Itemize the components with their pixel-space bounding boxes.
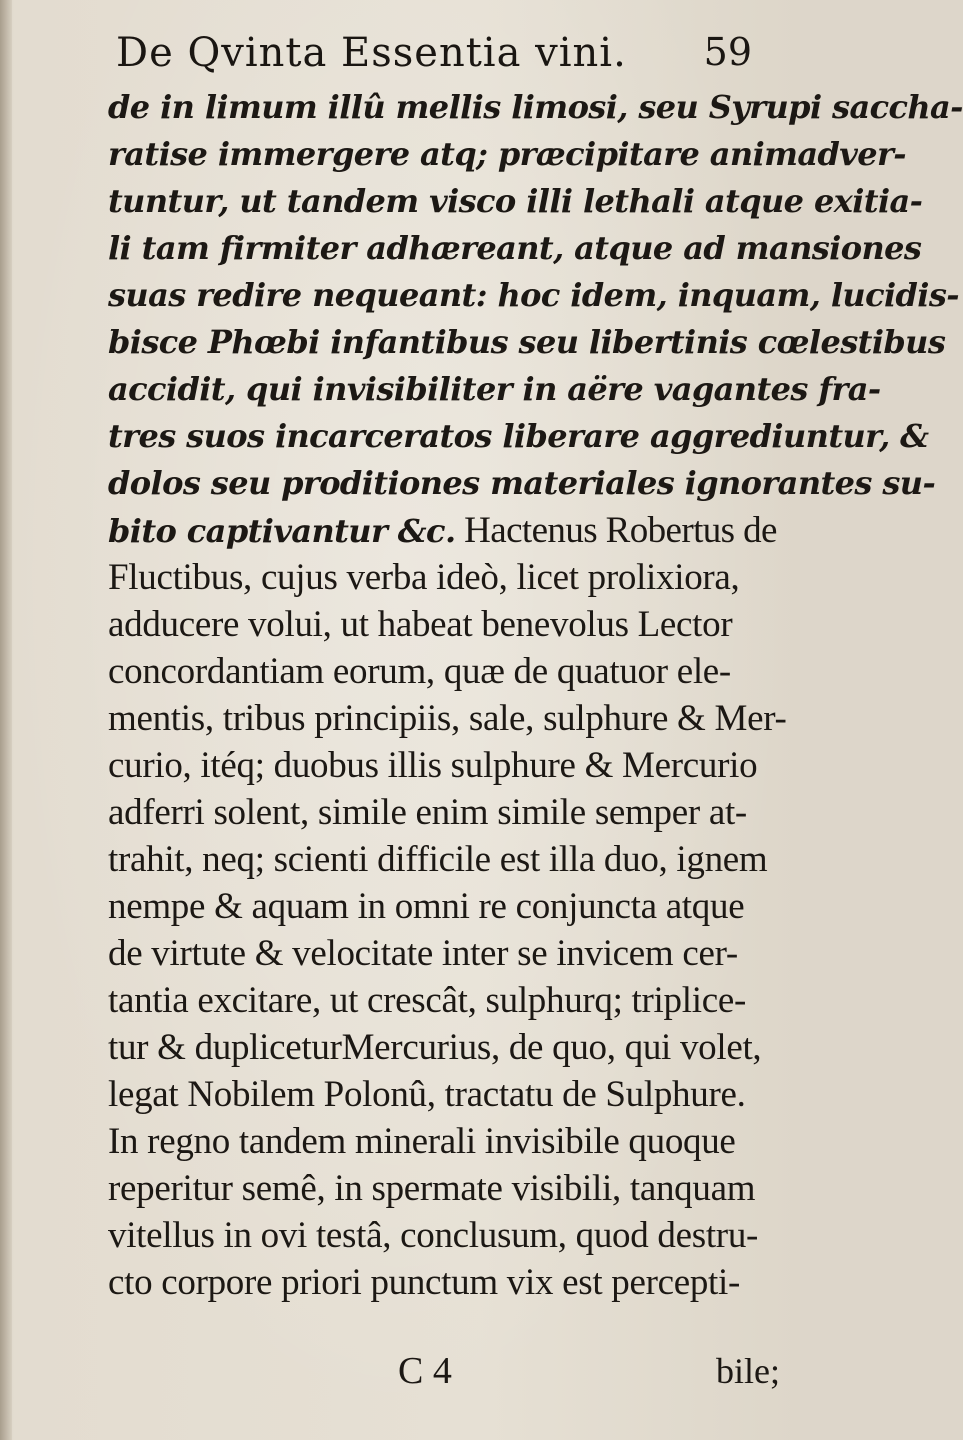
text-line-content: tantia excitare, ut crescât, sulphurq; triplice- xyxy=(108,980,746,1021)
page-footer xyxy=(108,1348,780,1395)
text-line xyxy=(108,272,959,319)
text-line xyxy=(108,413,929,460)
text-line xyxy=(108,319,946,366)
text-line xyxy=(108,1259,780,1306)
text-line-content: ratise immergere atq; præcipitare animadver- xyxy=(108,135,906,173)
text-line-content: de virtute & velocitate inter se invicem cer- xyxy=(108,933,738,974)
text-line-content: li tam firmiter adhæreant, atque ad mansiones xyxy=(108,229,922,267)
text-line-content: bisce Phœbi infantibus seu libertinis cœlestibus xyxy=(108,323,946,361)
text-line xyxy=(108,601,780,648)
text-line-content: In regno tandem minerali invisibile quoque xyxy=(108,1121,736,1162)
text-line xyxy=(108,131,906,178)
text-line xyxy=(108,695,787,742)
text-line xyxy=(108,366,881,413)
text-line-content: dolos seu proditiones materiales ignorantes su- xyxy=(108,464,936,502)
text-line xyxy=(108,648,780,695)
text-line-content: trahit, neq; scienti difficile est illa duo, ignem xyxy=(108,839,768,880)
text-line-content: accidit, qui invisibiliter in aëre vagantes fra- xyxy=(108,370,881,408)
text-line-roman-tail: Hactenus Robertus de xyxy=(455,510,777,551)
text-line xyxy=(108,742,780,789)
text-line-content: de in limum illû mellis limosi, seu Syrupi saccha- xyxy=(108,88,963,126)
text-line-content: legat Nobilem Polonû, tractatu de Sulphure. xyxy=(108,1074,746,1115)
text-line xyxy=(108,1024,780,1071)
text-line-content: tres suos incarceratos liberare aggrediuntur, & xyxy=(108,417,929,455)
text-line xyxy=(108,977,780,1024)
text-line xyxy=(108,507,780,554)
text-line-content: Fluctibus, cujus verba ideò, licet prolixiora, xyxy=(108,557,740,598)
text-line xyxy=(108,178,923,225)
text-line xyxy=(108,1212,780,1259)
text-line-content: bito captivantur &c. xyxy=(108,512,456,550)
text-line xyxy=(108,1118,780,1165)
text-line-content: suas redire nequeant: hoc idem, inquam, lucidis- xyxy=(108,276,959,314)
text-line xyxy=(108,789,780,836)
text-line-content: cto corpore priori punctum vix est percepti- xyxy=(108,1262,741,1303)
text-line xyxy=(108,930,780,977)
text-line xyxy=(108,1165,780,1212)
signature-mark: C 4 xyxy=(398,1350,452,1392)
text-line-content: vitellus in ovi testâ, conclusum, quod destru- xyxy=(108,1215,759,1256)
text-line-content: adducere volui, ut habeat benevolus Lector xyxy=(108,604,733,645)
page-header xyxy=(100,24,760,84)
text-line xyxy=(108,225,922,272)
text-line-content: concordantiam eorum, quæ de quatuor ele- xyxy=(108,651,731,692)
running-head: De Qvinta Essentia vini. xyxy=(116,30,627,76)
body-text xyxy=(108,84,963,1306)
text-line xyxy=(108,84,963,131)
text-line-content: curio, itéq; duobus illis sulphure & Mercurio xyxy=(108,745,758,786)
text-line-content: nempe & aquam in omni re conjuncta atque xyxy=(108,886,745,927)
text-line-content: mentis, tribus principiis, sale, sulphure & Mer- xyxy=(108,698,787,739)
text-line xyxy=(108,883,780,930)
text-line-content: adferri solent, simile enim simile semper at- xyxy=(108,792,747,833)
text-line-content: tuntur, ut tandem visco illi lethali atque exitia- xyxy=(108,182,923,220)
text-line xyxy=(108,460,936,507)
catchword: bile; xyxy=(716,1351,780,1391)
text-line xyxy=(108,554,780,601)
text-line xyxy=(108,836,780,883)
text-line-content: reperitur semê, in spermate visibili, tanquam xyxy=(108,1168,756,1209)
page-number: 59 xyxy=(703,30,752,74)
text-line-content: tur & dupliceturMercurius, de quo, qui volet, xyxy=(108,1027,762,1068)
binding-edge xyxy=(0,0,12,1440)
text-line xyxy=(108,1071,780,1118)
